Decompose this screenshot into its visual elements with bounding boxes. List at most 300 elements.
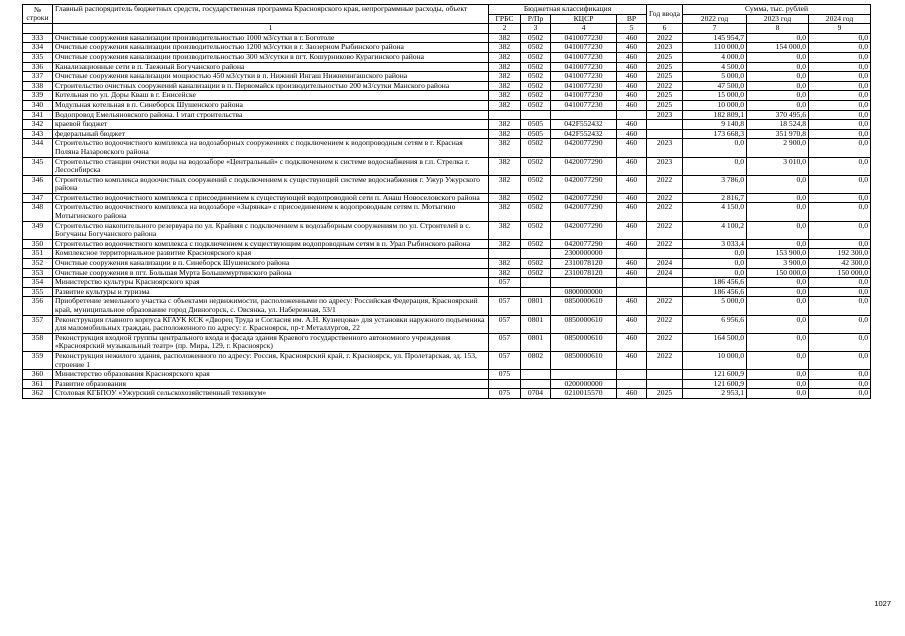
header-sum: Сумма, тыс. рублей	[683, 5, 871, 15]
cell-object-name: Министерство культуры Красноярского края	[53, 278, 489, 288]
cell-year	[647, 278, 683, 288]
cell-vr	[617, 110, 647, 120]
cell-grbs: 382	[489, 203, 521, 221]
cell-kcsr: 0410077230	[551, 81, 617, 91]
header-main: Главный распорядитель бюджетных средств, государственная программа Красноярского края, непрограммные расходы, объект	[53, 5, 489, 24]
cell-sum-2022: 121 600,9	[683, 370, 747, 380]
column-number: 5	[617, 24, 647, 34]
cell-object-name: Строительство водоочистного комплекса с присоединением к существующей водопроводной сети п. Анаш Новоселовского района	[53, 193, 489, 203]
cell-sum-2023: 0,0	[747, 193, 809, 203]
cell-vr: 460	[617, 62, 647, 72]
cell-sum-2022: 10 000,0	[683, 100, 747, 110]
table-row	[23, 91, 871, 101]
cell-year	[647, 379, 683, 389]
cell-object-name: Очистные сооружения канализации производительностью 1000 м3/сутки в г. Боготоле	[53, 33, 489, 43]
cell-grbs: 382	[489, 129, 521, 139]
cell-sum-2024: 0,0	[809, 203, 871, 221]
cell-vr: 460	[617, 129, 647, 139]
column-number: 1	[53, 24, 489, 34]
table-row	[23, 379, 871, 389]
cell-kcsr	[551, 370, 617, 380]
cell-year: 2022	[647, 81, 683, 91]
column-number: 8	[747, 24, 809, 34]
cell-year: 2025	[647, 52, 683, 62]
header-row-number: № строки	[23, 5, 53, 24]
cell-grbs: 382	[489, 72, 521, 82]
cell-rpr: 0802	[521, 351, 551, 369]
cell-grbs: 057	[489, 278, 521, 288]
cell-object-name: Котельная по ул. Доры Кваш в г. Енисейске	[53, 91, 489, 101]
cell-sum-2024: 0,0	[809, 33, 871, 43]
cell-vr: 460	[617, 175, 647, 193]
cell-grbs: 382	[489, 175, 521, 193]
cell-object-name: Очистные сооружения в пгт. Большая Мурта Большемуртинского района	[53, 268, 489, 278]
cell-sum-2022: 0,0	[683, 259, 747, 269]
cell-row-number: 358	[23, 333, 53, 351]
cell-sum-2023: 0,0	[747, 81, 809, 91]
column-number: 9	[809, 24, 871, 34]
cell-row-number: 354	[23, 278, 53, 288]
cell-year: 2023	[647, 43, 683, 53]
cell-sum-2024: 0,0	[809, 81, 871, 91]
table-row	[23, 333, 871, 351]
cell-object-name: Реконструкция главного корпуса КГАУК КСК «Дворец Труда и Согласия им. А.Н. Кузнецова» для установки наружного подъемника для маломобильных граждан, расположенного по адресу: г. Красноярск, пр-т Металлургов, 22	[53, 315, 489, 333]
cell-kcsr	[551, 110, 617, 120]
cell-row-number: 336	[23, 62, 53, 72]
cell-object-name: Канализационные сети в п. Таежный Богучанского района	[53, 62, 489, 72]
cell-sum-2022: 182 809,1	[683, 110, 747, 120]
cell-sum-2024: 0,0	[809, 193, 871, 203]
table-row	[23, 120, 871, 130]
cell-sum-2022: 4 500,0	[683, 62, 747, 72]
cell-year	[647, 249, 683, 259]
cell-vr: 460	[617, 333, 647, 351]
cell-vr: 460	[617, 91, 647, 101]
cell-sum-2024: 0,0	[809, 239, 871, 249]
cell-sum-2024: 0,0	[809, 379, 871, 389]
cell-year: 2025	[647, 100, 683, 110]
cell-object-name: Строительство водоочистного комплекса на водозаборе «Зырянка» с присоединением к водопроводным сетям п. Мотыгино Мотыгинского района	[53, 203, 489, 221]
cell-sum-2022: 5 000,0	[683, 297, 747, 315]
cell-vr: 460	[617, 157, 647, 175]
cell-object-name: Водопровод Емельяновского района. I этап строительства	[53, 110, 489, 120]
cell-kcsr: 042F552432	[551, 129, 617, 139]
cell-sum-2024: 0,0	[809, 43, 871, 53]
cell-year: 2022	[647, 351, 683, 369]
cell-sum-2023: 0,0	[747, 203, 809, 221]
cell-rpr: 0502	[521, 33, 551, 43]
cell-grbs: 057	[489, 351, 521, 369]
cell-object-name: Строительство накопительного резервуара по ул. Крайняя с подключением к водозаборным сооружениям по ул. Строителей в с. Богучаны Богучанского района	[53, 221, 489, 239]
cell-kcsr: 0410077230	[551, 100, 617, 110]
column-number	[23, 24, 53, 34]
cell-sum-2022: 186 456,6	[683, 287, 747, 297]
cell-sum-2023: 0,0	[747, 297, 809, 315]
cell-object-name: Развитие культуры и туризма	[53, 287, 489, 297]
cell-year	[647, 287, 683, 297]
cell-vr: 460	[617, 389, 647, 399]
cell-year: 2025	[647, 72, 683, 82]
cell-rpr: 0801	[521, 333, 551, 351]
header-budget-classification: Бюджетная классификация	[489, 5, 647, 15]
cell-object-name: краевой бюджет	[53, 120, 489, 130]
cell-grbs: 382	[489, 81, 521, 91]
cell-row-number: 351	[23, 249, 53, 259]
cell-year: 2022	[647, 315, 683, 333]
cell-year: 2024	[647, 259, 683, 269]
cell-row-number: 344	[23, 139, 53, 157]
cell-sum-2024: 0,0	[809, 315, 871, 333]
cell-sum-2022: 164 500,0	[683, 333, 747, 351]
cell-rpr: 0502	[521, 157, 551, 175]
cell-sum-2024: 0,0	[809, 120, 871, 130]
cell-rpr: 0505	[521, 129, 551, 139]
header-2022: 2022 год	[683, 14, 747, 24]
cell-sum-2023: 370 495,6	[747, 110, 809, 120]
cell-sum-2023: 0,0	[747, 91, 809, 101]
cell-rpr: 0801	[521, 297, 551, 315]
cell-year: 2022	[647, 33, 683, 43]
cell-year: 2022	[647, 175, 683, 193]
cell-row-number: 349	[23, 221, 53, 239]
cell-year: 2022	[647, 297, 683, 315]
cell-object-name: Строительство водоочистного комплекса с подключением к существующим водопроводным сетям в п. Урал Рыбинского района	[53, 239, 489, 249]
table-row	[23, 351, 871, 369]
cell-vr: 460	[617, 297, 647, 315]
cell-sum-2023: 0,0	[747, 62, 809, 72]
cell-kcsr: 2310078120	[551, 268, 617, 278]
cell-sum-2022: 10 000,0	[683, 351, 747, 369]
table-row	[23, 139, 871, 157]
cell-vr: 460	[617, 259, 647, 269]
cell-sum-2023: 0,0	[747, 33, 809, 43]
cell-vr: 460	[617, 72, 647, 82]
cell-object-name: Реконструкция нежилого здания, расположенного по адресу: Россия, Красноярский край, г. Красноярск, ул. Пролетарская, зд. 153, строение 1	[53, 351, 489, 369]
cell-kcsr: 0420077290	[551, 193, 617, 203]
budget-table	[22, 4, 871, 399]
cell-kcsr: 0420077290	[551, 157, 617, 175]
column-number: 6	[647, 24, 683, 34]
cell-vr: 460	[617, 33, 647, 43]
table-row	[23, 203, 871, 221]
cell-year: 2024	[647, 268, 683, 278]
cell-sum-2024: 0,0	[809, 110, 871, 120]
cell-vr: 460	[617, 268, 647, 278]
cell-sum-2023: 154 000,0	[747, 43, 809, 53]
cell-sum-2022: 5 000,0	[683, 72, 747, 82]
cell-rpr	[521, 287, 551, 297]
cell-kcsr: 0420077290	[551, 175, 617, 193]
cell-grbs: 382	[489, 43, 521, 53]
table-row	[23, 259, 871, 269]
cell-row-number: 361	[23, 379, 53, 389]
cell-object-name: Строительство комплекса водоочистных сооружений с подключением к существующей системе водоснабжения г. Ужур Ужурского района	[53, 175, 489, 193]
cell-kcsr: 0410077230	[551, 33, 617, 43]
cell-sum-2022: 4 000,0	[683, 52, 747, 62]
cell-object-name: Очистные сооружения канализации в п. Синеборск Шушенского района	[53, 259, 489, 269]
cell-sum-2024: 0,0	[809, 100, 871, 110]
cell-kcsr: 0410077230	[551, 91, 617, 101]
cell-sum-2024: 42 300,0	[809, 259, 871, 269]
cell-sum-2024: 0,0	[809, 72, 871, 82]
cell-object-name: Очистные сооружения канализации производительностью 1200 м3/сутки в г. Заозерном Рыбинского района	[53, 43, 489, 53]
cell-grbs: 382	[489, 120, 521, 130]
cell-grbs	[489, 249, 521, 259]
cell-sum-2022: 110 000,0	[683, 43, 747, 53]
header-rpr: Р/Пр	[521, 14, 551, 24]
table-row	[23, 370, 871, 380]
cell-sum-2022: 0,0	[683, 249, 747, 259]
table-row	[23, 297, 871, 315]
header-grbs: ГРБС	[489, 14, 521, 24]
cell-sum-2023: 0,0	[747, 52, 809, 62]
cell-rpr: 0704	[521, 389, 551, 399]
cell-kcsr: 0410077230	[551, 62, 617, 72]
cell-sum-2022: 15 000,0	[683, 91, 747, 101]
cell-grbs: 382	[489, 52, 521, 62]
cell-year: 2022	[647, 221, 683, 239]
cell-grbs	[489, 110, 521, 120]
cell-rpr: 0502	[521, 175, 551, 193]
page-number: 1027	[874, 599, 891, 608]
cell-sum-2024: 0,0	[809, 139, 871, 157]
cell-sum-2023: 0,0	[747, 315, 809, 333]
column-number-row	[23, 24, 871, 34]
cell-vr: 460	[617, 203, 647, 221]
cell-sum-2022: 145 954,7	[683, 33, 747, 43]
cell-grbs	[489, 287, 521, 297]
column-number: 3	[521, 24, 551, 34]
cell-sum-2023: 3 010,0	[747, 157, 809, 175]
cell-row-number: 338	[23, 81, 53, 91]
table-row	[23, 33, 871, 43]
cell-grbs: 382	[489, 259, 521, 269]
cell-object-name: Столовая КГБПОУ «Ужурский сельскохозяйственный техникум»	[53, 389, 489, 399]
cell-grbs: 057	[489, 315, 521, 333]
table-row	[23, 268, 871, 278]
cell-sum-2022: 0,0	[683, 157, 747, 175]
cell-object-name: Модульная котельная в п. Синеборск Шушенского района	[53, 100, 489, 110]
cell-row-number: 360	[23, 370, 53, 380]
cell-grbs: 382	[489, 239, 521, 249]
cell-sum-2023: 0,0	[747, 333, 809, 351]
cell-vr	[617, 278, 647, 288]
cell-sum-2024: 0,0	[809, 52, 871, 62]
cell-sum-2023: 3 900,0	[747, 259, 809, 269]
cell-grbs	[489, 379, 521, 389]
cell-kcsr: 2300000000	[551, 249, 617, 259]
cell-kcsr: 0410077230	[551, 43, 617, 53]
cell-object-name: Развитие образования	[53, 379, 489, 389]
cell-row-number: 334	[23, 43, 53, 53]
table-row	[23, 249, 871, 259]
cell-object-name: Министерство образования Красноярского края	[53, 370, 489, 380]
cell-kcsr: 0410077230	[551, 72, 617, 82]
cell-kcsr: 0850000610	[551, 333, 617, 351]
cell-sum-2024: 192 300,0	[809, 249, 871, 259]
cell-sum-2022: 2 816,7	[683, 193, 747, 203]
cell-sum-2022: 9 140,8	[683, 120, 747, 130]
cell-kcsr: 0420077290	[551, 139, 617, 157]
cell-vr: 460	[617, 351, 647, 369]
cell-grbs: 382	[489, 139, 521, 157]
table-row	[23, 129, 871, 139]
cell-kcsr: 0420077290	[551, 203, 617, 221]
cell-year: 2022	[647, 203, 683, 221]
cell-vr: 460	[617, 100, 647, 110]
cell-rpr: 0502	[521, 259, 551, 269]
cell-sum-2024: 0,0	[809, 91, 871, 101]
table-row	[23, 43, 871, 53]
cell-sum-2023: 351 970,8	[747, 129, 809, 139]
cell-vr: 460	[617, 52, 647, 62]
cell-sum-2023: 0,0	[747, 389, 809, 399]
table-row	[23, 62, 871, 72]
cell-vr: 460	[617, 81, 647, 91]
table-row	[23, 221, 871, 239]
cell-vr: 460	[617, 193, 647, 203]
column-number: 4	[551, 24, 617, 34]
cell-sum-2023: 0,0	[747, 370, 809, 380]
cell-year: 2022	[647, 333, 683, 351]
cell-sum-2024: 0,0	[809, 157, 871, 175]
cell-rpr: 0502	[521, 268, 551, 278]
cell-kcsr: 042F552432	[551, 120, 617, 130]
cell-rpr: 0502	[521, 221, 551, 239]
cell-sum-2023: 150 000,0	[747, 268, 809, 278]
cell-year: 2023	[647, 157, 683, 175]
cell-sum-2022: 173 668,3	[683, 129, 747, 139]
cell-sum-2023: 2 900,0	[747, 139, 809, 157]
cell-row-number: 345	[23, 157, 53, 175]
cell-object-name: федеральный бюджет	[53, 129, 489, 139]
cell-rpr: 0502	[521, 72, 551, 82]
cell-rpr	[521, 249, 551, 259]
cell-rpr: 0502	[521, 203, 551, 221]
cell-sum-2022: 4 100,2	[683, 221, 747, 239]
cell-grbs: 382	[489, 221, 521, 239]
cell-sum-2024: 0,0	[809, 62, 871, 72]
cell-vr	[617, 370, 647, 380]
cell-rpr: 0502	[521, 43, 551, 53]
cell-grbs: 075	[489, 389, 521, 399]
column-number: 2	[489, 24, 521, 34]
cell-vr: 460	[617, 139, 647, 157]
cell-sum-2022: 47 500,0	[683, 81, 747, 91]
cell-vr: 460	[617, 315, 647, 333]
cell-row-number: 343	[23, 129, 53, 139]
cell-sum-2022: 6 956,6	[683, 315, 747, 333]
cell-year: 2022	[647, 239, 683, 249]
table-row	[23, 287, 871, 297]
cell-sum-2024: 0,0	[809, 389, 871, 399]
cell-sum-2024: 0,0	[809, 370, 871, 380]
cell-vr: 460	[617, 120, 647, 130]
cell-row-number: 352	[23, 259, 53, 269]
cell-sum-2022: 3 033,4	[683, 239, 747, 249]
cell-row-number: 335	[23, 52, 53, 62]
cell-row-number: 356	[23, 297, 53, 315]
cell-row-number: 340	[23, 100, 53, 110]
cell-sum-2024: 0,0	[809, 297, 871, 315]
cell-kcsr: 0420077290	[551, 221, 617, 239]
cell-sum-2023: 0,0	[747, 175, 809, 193]
cell-sum-2024: 0,0	[809, 278, 871, 288]
cell-sum-2022: 121 600,9	[683, 379, 747, 389]
cell-sum-2024: 0,0	[809, 175, 871, 193]
cell-kcsr: 0850000610	[551, 297, 617, 315]
cell-sum-2022: 0,0	[683, 139, 747, 157]
table-row	[23, 157, 871, 175]
table-row	[23, 110, 871, 120]
cell-rpr: 0502	[521, 62, 551, 72]
cell-object-name: Реконструкция входной группы центрального входа и фасада здания Краевого государственного автономного учреждения «Красноярский музыкальный театр» (пр. Мира, 129, г. Красноярск)	[53, 333, 489, 351]
cell-kcsr: 0410077230	[551, 52, 617, 62]
cell-row-number: 342	[23, 120, 53, 130]
cell-year: 2022	[647, 193, 683, 203]
cell-row-number: 362	[23, 389, 53, 399]
cell-grbs: 057	[489, 297, 521, 315]
cell-sum-2024: 0,0	[809, 351, 871, 369]
cell-year	[647, 120, 683, 130]
cell-row-number: 333	[23, 33, 53, 43]
cell-rpr: 0801	[521, 315, 551, 333]
table-row	[23, 81, 871, 91]
table-row	[23, 315, 871, 333]
cell-rpr: 0502	[521, 81, 551, 91]
cell-rpr: 0502	[521, 193, 551, 203]
cell-year: 2023	[647, 139, 683, 157]
cell-year: 2025	[647, 62, 683, 72]
cell-object-name: Приобретение земельного участка с объектами недвижимости, расположенными по адресу: Российская Федерация, Красноярский край, муниципальное образование город Дивногорск, с. Овсянка, ул. Набережная, 53/1	[53, 297, 489, 315]
cell-sum-2022: 2 953,1	[683, 389, 747, 399]
cell-row-number: 337	[23, 72, 53, 82]
table-row	[23, 72, 871, 82]
cell-sum-2023: 0,0	[747, 351, 809, 369]
cell-year	[647, 370, 683, 380]
cell-vr	[617, 249, 647, 259]
cell-rpr: 0502	[521, 91, 551, 101]
cell-row-number: 350	[23, 239, 53, 249]
cell-object-name: Строительство очистных сооружений канализации в п. Первомайск производительностью 200 м3/сутки Манского района	[53, 81, 489, 91]
cell-row-number: 346	[23, 175, 53, 193]
cell-row-number: 359	[23, 351, 53, 369]
cell-object-name: Очистные сооружения канализации производительностью 300 м3/сутки в пгт. Кошурниково Курагинского района	[53, 52, 489, 62]
cell-object-name: Строительство водоочистного комплекса на водозаборных сооружениях с подключением к водопроводным сетям в г. Красная Поляна Назаровского района	[53, 139, 489, 157]
cell-sum-2024: 0,0	[809, 333, 871, 351]
cell-object-name: Комплексное территориальное развитие Красноярского края	[53, 249, 489, 259]
cell-rpr	[521, 379, 551, 389]
cell-kcsr: 0800000000	[551, 287, 617, 297]
cell-sum-2023: 0,0	[747, 221, 809, 239]
cell-year: 2023	[647, 110, 683, 120]
table-row	[23, 278, 871, 288]
cell-kcsr	[551, 278, 617, 288]
cell-sum-2024: 0,0	[809, 221, 871, 239]
cell-row-number: 347	[23, 193, 53, 203]
cell-grbs: 382	[489, 268, 521, 278]
cell-sum-2023: 0,0	[747, 239, 809, 249]
budget-table-sheet	[22, 4, 870, 399]
cell-rpr: 0505	[521, 120, 551, 130]
cell-grbs: 382	[489, 157, 521, 175]
column-number: 7	[683, 24, 747, 34]
cell-sum-2024: 0,0	[809, 129, 871, 139]
cell-object-name: Очистные сооружения канализации мощностью 450 м3/сутки в п. Нижний Ингаш Нижнеингашского района	[53, 72, 489, 82]
cell-year: 2025	[647, 389, 683, 399]
table-row	[23, 100, 871, 110]
cell-sum-2024: 150 000,0	[809, 268, 871, 278]
